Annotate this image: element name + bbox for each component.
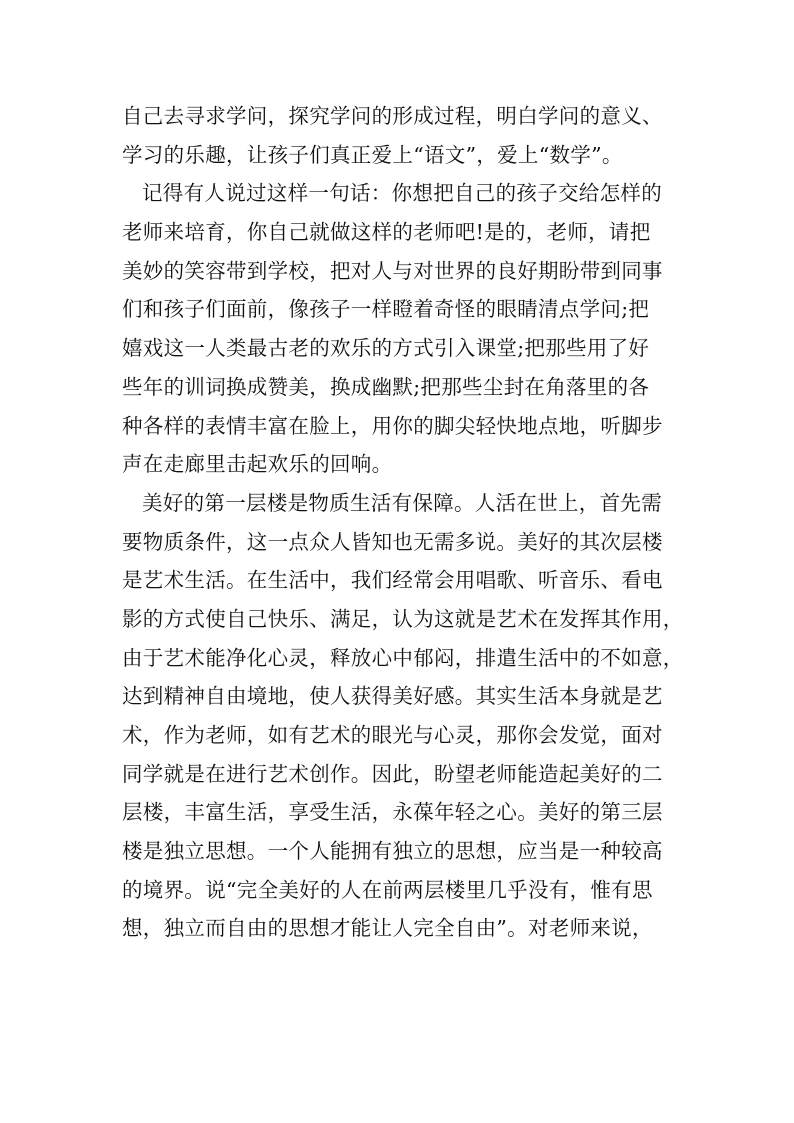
text-line: 层楼，丰富生活，享受生活，永葆年轻之心。美好的第三层 <box>122 800 663 825</box>
text-line: 影的方式使自己快乐、满足，认为这就是艺术在发挥其作用， <box>122 606 684 631</box>
text-line: 达到精神自由境地，使人获得美好感。其实生活本身就是艺 <box>122 684 663 709</box>
text-line: 学习的乐趣，让孩子们真正爱上“语文”，爱上“数学”。 <box>122 142 623 167</box>
text-line: 的境界。说“完全美好的人在前两层楼里几乎没有，惟有思 <box>122 877 653 902</box>
text-line: 种各样的表情丰富在脸上，用你的脚尖轻快地点地，听脚步 <box>122 413 663 438</box>
text-line: 术，作为老师，如有艺术的眼光与心灵，那你会发觉，面对 <box>122 723 663 747</box>
text-line: 楼是独立思想。一个人能拥有独立的思想，应当是一种较高 <box>122 839 663 864</box>
text-line: 同学就是在进行艺术创作。因此，盼望老师能造起美好的二 <box>122 761 663 786</box>
paragraph-start-line: 美好的第一层楼是物质生活有保障。人活在世上，首先需 <box>142 490 662 515</box>
text-line: 要物质条件，这一点众人皆知也无需多说。美好的其次层楼 <box>122 529 663 554</box>
text-line: 自己去寻求学问，探究学问的形成过程，明白学问的意义、 <box>122 104 663 128</box>
text-line: 是艺术生活。在生活中，我们经常会用唱歌、听音乐、看电 <box>122 568 663 593</box>
text-line: 们和孩子们面前，像孩子一样瞪着奇怪的眼睛清点学问;把 <box>122 297 650 322</box>
text-line: 由于艺术能净化心灵，释放心中郁闷，排遣生活中的不如意， <box>122 645 684 670</box>
text-line: 想，独立而自由的思想才能让人完全自由”。对老师来说， <box>122 916 653 941</box>
text-line: 些年的训词换成赞美，换成幽默;把那些尘封在角落里的各 <box>122 374 650 399</box>
text-line: 老师来培育，你自己就做这样的老师吧!是的，老师，请把 <box>122 220 651 245</box>
paragraph-start-line: 记得有人说过这样一句话：你想把自己的孩子交给怎样的 <box>142 181 662 206</box>
text-line: 嬉戏这一人类最古老的欢乐的方式引入课堂;把那些用了好 <box>122 336 650 361</box>
text-line: 声在走廊里击起欢乐的回响。 <box>122 452 393 477</box>
text-line: 美妙的笑容带到学校，把对人与对世界的良好期盼带到同事 <box>122 258 663 283</box>
body-text <box>122 97 682 948</box>
